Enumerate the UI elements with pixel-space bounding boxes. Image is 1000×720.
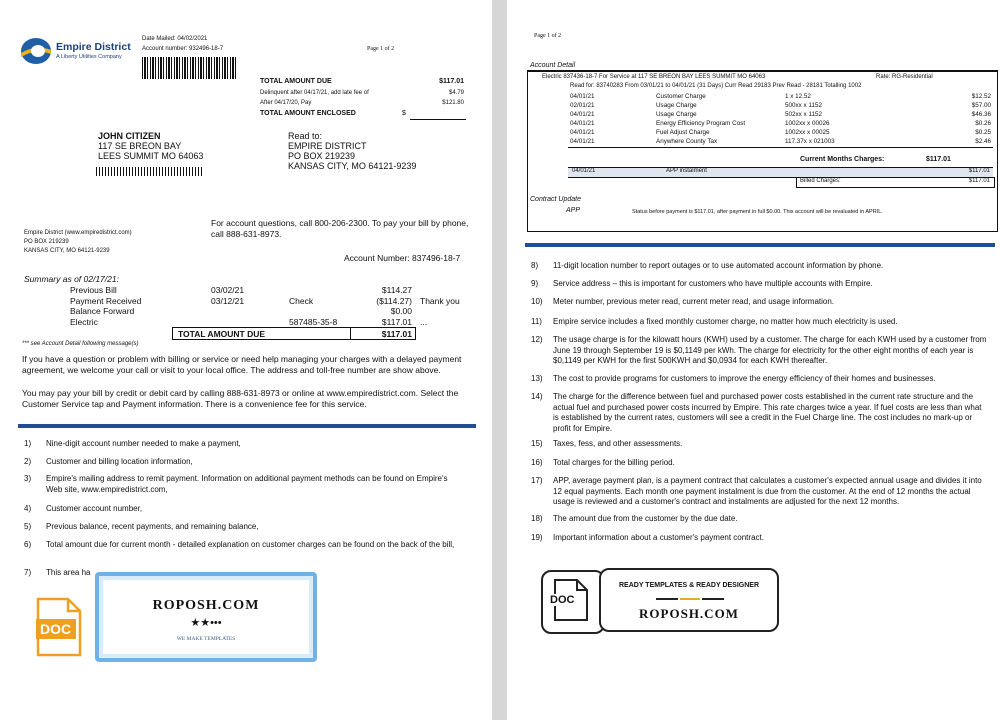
item-text: Taxes, fess, and other assessments. bbox=[553, 439, 683, 448]
after-date-label: After 04/17/20, Pay bbox=[260, 100, 312, 106]
charges-top-line bbox=[568, 147, 993, 148]
doc-file-icon bbox=[541, 570, 605, 634]
detail-header-line bbox=[528, 71, 997, 72]
item-number: 14) bbox=[531, 392, 543, 401]
app-row-amount: $117.01 bbox=[968, 168, 990, 174]
account-detail-title: Account Detail bbox=[530, 62, 576, 69]
summary-label: Payment Received bbox=[70, 296, 142, 306]
summary-label: Electric bbox=[70, 317, 98, 327]
item-number: 19) bbox=[531, 533, 543, 542]
row-desc: Fuel Adjust Charge bbox=[656, 129, 710, 136]
item-number: 16) bbox=[531, 458, 543, 467]
section-divider bbox=[525, 243, 995, 247]
doc-file-icon bbox=[36, 597, 82, 657]
total-row-value: $117.01 bbox=[381, 329, 412, 339]
page-label: Page 1 of 2 bbox=[534, 33, 562, 39]
explanation-item bbox=[531, 279, 991, 290]
customer-name: JOHN CITIZEN bbox=[98, 131, 161, 141]
customer-address-2: LEES SUMMIT MO 64063 bbox=[98, 151, 204, 161]
row-desc: Customer Charge bbox=[656, 93, 706, 100]
total-row-divider bbox=[350, 327, 351, 340]
questions-line-2: call 888-631-8973. bbox=[211, 229, 282, 239]
billed-label: Billed Charges: bbox=[800, 178, 841, 184]
page-label: Page 1 of 2 bbox=[367, 46, 395, 52]
row-date: 04/01/21 bbox=[570, 93, 595, 100]
customer-address-1: 117 SE BREON BAY bbox=[98, 141, 182, 151]
enclosed-amount-field[interactable]: $ bbox=[402, 110, 406, 117]
item-number: 4) bbox=[24, 504, 32, 513]
see-detail-note: *** see Account Detail following message(s) bbox=[22, 341, 139, 347]
row-qty: 1002xx x 00025 bbox=[785, 129, 830, 136]
row-date: 04/01/21 bbox=[570, 120, 595, 127]
bill-page-back bbox=[507, 0, 1000, 720]
watermark-divider-accent bbox=[680, 598, 700, 600]
summary-label: Previous Bill bbox=[70, 285, 117, 295]
summary-note: Thank you bbox=[420, 296, 460, 306]
item-text: Total charges for the billing period. bbox=[553, 458, 675, 467]
row-desc: Anywhere County Tax bbox=[656, 138, 718, 145]
item-number: 1) bbox=[24, 439, 32, 448]
service-line bbox=[542, 74, 765, 80]
table-row bbox=[568, 110, 993, 119]
payment-paragraph: You may pay your bill by credit or debit card by calling 888-631-8973 or online at www.empiredistrict.com. Select the Customer Service tap and Payment information. There is a convenience fee for this service. bbox=[22, 388, 459, 409]
summary-amount: $114.27 bbox=[381, 285, 412, 295]
summary-note: ... bbox=[420, 317, 428, 327]
summary-amount: $117.01 bbox=[381, 317, 412, 327]
summary-amount: ($114.27) bbox=[376, 296, 412, 306]
watermark-top-text: READY TEMPLATES & READY DESIGNER bbox=[618, 582, 760, 589]
summary-desc: Check bbox=[289, 296, 314, 306]
service-line-text: Electric 837436-18-7 For Service at 117 SE BREON BAY LEES SUMMIT MO 64063 bbox=[542, 74, 766, 80]
row-date: 02/01/21 bbox=[570, 102, 595, 109]
explanation-item bbox=[24, 522, 464, 533]
rate-label: Rate: RG-Residential bbox=[876, 74, 933, 80]
watermark-brand: ROPOSH.COM bbox=[639, 606, 739, 621]
row-amount: $0.25 bbox=[975, 129, 991, 136]
item-number: 8) bbox=[531, 261, 539, 270]
row-desc: Usage Charge bbox=[656, 111, 697, 118]
row-desc: Energy Efficiency Program Cost bbox=[656, 120, 746, 127]
watermark-brand: ROPOSH.COM bbox=[152, 598, 260, 613]
explanation-item bbox=[531, 533, 991, 544]
row-date: 04/01/21 bbox=[570, 129, 595, 136]
row-amount: $46.36 bbox=[971, 111, 991, 118]
remit-line-2: PO BOX 219239 bbox=[288, 151, 356, 161]
watermark-tagline: WE MAKE TEMPLATES bbox=[176, 636, 236, 642]
contract-text: Status before payment is $117.01, after payment in full $0.00. This account will be revaluated in APRIL. bbox=[632, 209, 883, 215]
enclosed-underline bbox=[410, 119, 466, 120]
item-number: 7) bbox=[24, 568, 32, 577]
item-text: The usage charge is for the kilowatt hours (KWH) used by a customer. The charge for each KWH used by a customer from June 19 through September 19 is $0,1149 per kWh. The charge for electricity for the other eight months of each year is $0,1149 per KWH for the first 500KWH and $0,0934 for each KWH thereafter. bbox=[553, 335, 987, 365]
empire-logo bbox=[20, 36, 140, 66]
explanation-item bbox=[531, 335, 991, 365]
watermark-stars: ★★••• bbox=[190, 617, 222, 629]
date-mailed: Date Mailed: 04/02/2021 bbox=[142, 36, 208, 42]
row-amount: $2.46 bbox=[975, 138, 991, 145]
explanation-item bbox=[531, 374, 991, 385]
row-qty: 117.37x x 021003 bbox=[785, 138, 835, 145]
explanation-item bbox=[531, 458, 991, 469]
late-fee-value: $4.79 bbox=[448, 90, 464, 96]
remit-label: Read to: bbox=[288, 131, 323, 141]
explanation-item bbox=[24, 439, 464, 450]
meter-read-line: Read for: 83740283 From 03/01/21 to 04/01/21 (31 Days) Curr Read 29183 Prev Read - 28181 Totalling 1002 bbox=[570, 83, 862, 89]
item-number: 11) bbox=[531, 317, 542, 326]
explanation-item bbox=[531, 392, 991, 433]
table-row bbox=[568, 119, 993, 128]
company-address-1: Empire District (www.empiredistrict.com) bbox=[24, 230, 132, 236]
summary-amount: $0.00 bbox=[390, 306, 412, 316]
summary-label: Balance Forward bbox=[70, 306, 135, 316]
item-number: 5) bbox=[24, 522, 32, 531]
app-row-desc: APP instalment bbox=[666, 168, 707, 174]
item-number: 18) bbox=[531, 514, 543, 523]
company-address-2: PO BOX 219239 bbox=[24, 239, 69, 245]
item-text: The cost to provide programs for customers to improve the energy efficiency of their homes and businesses. bbox=[553, 374, 936, 383]
remit-line-1: EMPIRE DISTRICT bbox=[288, 141, 367, 151]
item-text: Meter number, previous meter read, current meter read, and usage information. bbox=[553, 297, 835, 306]
watermark-divider bbox=[656, 598, 678, 600]
item-number: 3) bbox=[24, 474, 32, 483]
item-text: This area ha bbox=[46, 568, 91, 577]
item-number: 12) bbox=[531, 335, 543, 344]
remit-line-3: KANSAS CITY, MO 64121-9239 bbox=[288, 161, 417, 171]
explanation-item bbox=[24, 504, 464, 515]
row-date: 04/01/21 bbox=[570, 138, 595, 145]
item-text: Total amount due for current month - detailed explanation on customer charges can be found on the back of the bill, bbox=[46, 540, 455, 549]
summary-desc: 587485-35-8 bbox=[289, 317, 338, 327]
row-qty: 1 x 12.52 bbox=[785, 93, 811, 100]
row-amount: $0.26 bbox=[975, 120, 991, 127]
delinquent-label: Delinquent after 04/17/21, add late fee of bbox=[260, 90, 369, 96]
section-divider bbox=[18, 424, 476, 428]
item-text: Customer and billing location information, bbox=[46, 457, 193, 466]
summary-title: Summary as of 02/17/21: bbox=[24, 274, 119, 284]
explanation-item bbox=[531, 297, 991, 308]
table-row bbox=[568, 137, 993, 146]
doc-label: DOC bbox=[40, 621, 72, 637]
item-text: Empire's mailing address to remit payment. Information on additional payment methods can be found on Empire's Web site, www.empiredistrict.com, bbox=[46, 474, 448, 494]
item-text: APP, average payment plan, is a payment contract that calculates a customer's expected annual usage and divides it into 12 equal payments. Each month one payment instalment is due from the customer. At the end of 12 months the actual usage is reviewed and a customer's contract and instalments are adjusted for the next 12 months. bbox=[553, 476, 982, 506]
bill-page-front bbox=[0, 0, 492, 720]
doc-label: DOC bbox=[550, 594, 575, 606]
contract-sub: APP bbox=[566, 207, 581, 214]
item-number: 10) bbox=[531, 297, 543, 306]
item-text: Important information about a customer's payment contract. bbox=[553, 533, 764, 542]
account-number-small: Account number: 932496-18-7 bbox=[142, 46, 224, 52]
after-date-value: $121.80 bbox=[442, 100, 464, 106]
logo-name: Empire District bbox=[56, 41, 131, 53]
explanation-item bbox=[531, 439, 991, 450]
summary-date: 03/02/21 bbox=[211, 285, 245, 295]
explanation-item bbox=[531, 317, 991, 328]
table-row bbox=[568, 101, 993, 110]
help-paragraph: If you have a question or problem with billing or service or need help managing your charges with a delayed payment agreement, we welcome your call or visit to your local office. The address and toll-free number are show above. bbox=[22, 354, 462, 375]
item-text: Service address – this is important for customers who have multiple accounts with Empire. bbox=[553, 279, 873, 288]
row-qty: 502xx x 1152 bbox=[785, 111, 822, 118]
contract-title: Contract Update bbox=[530, 196, 581, 203]
globe-icon bbox=[20, 36, 54, 66]
current-charges-label: Current Months Charges: bbox=[800, 156, 885, 163]
postal-barcode bbox=[96, 167, 202, 176]
row-qty: 1002xx x 00026 bbox=[785, 120, 830, 127]
table-row bbox=[568, 128, 993, 137]
roposh-watermark bbox=[95, 572, 317, 662]
row-amount: $12.52 bbox=[971, 93, 991, 100]
item-number: 9) bbox=[531, 279, 539, 288]
total-due-value: $117.01 bbox=[439, 78, 464, 85]
company-address-3: KANSAS CITY, MO 64121-9239 bbox=[24, 248, 110, 254]
item-number: 17) bbox=[531, 476, 543, 485]
questions-line-1: For account questions, call 800-206-2300. To pay your bill by phone, bbox=[211, 218, 469, 228]
total-due-label: TOTAL AMOUNT DUE bbox=[260, 78, 332, 85]
summary-date: 03/12/21 bbox=[211, 296, 245, 306]
row-qty: 500xx x 1152 bbox=[785, 102, 822, 109]
item-text: Previous balance, recent payments, and remaining balance, bbox=[46, 522, 259, 531]
logo-tagline: A Liberty Utilities Company bbox=[56, 54, 122, 60]
explanation-item bbox=[531, 261, 991, 272]
item-text: Nine-digit account number needed to make a payment, bbox=[46, 439, 241, 448]
explanation-item bbox=[24, 457, 464, 468]
explanation-item bbox=[24, 540, 464, 551]
account-detail-box bbox=[527, 70, 998, 232]
current-charges-value: $117.01 bbox=[926, 156, 951, 163]
item-text: Customer account number, bbox=[46, 504, 143, 513]
item-number: 15) bbox=[531, 439, 543, 448]
item-number: 6) bbox=[24, 540, 32, 549]
barcode bbox=[142, 57, 238, 79]
item-number: 2) bbox=[24, 457, 32, 466]
app-row-date: 04/01/21 bbox=[572, 168, 596, 174]
item-text: Empire service includes a fixed monthly customer charge, no matter how much electricity is used. bbox=[553, 317, 898, 326]
watermark-divider bbox=[702, 598, 724, 600]
table-row bbox=[568, 92, 993, 101]
item-text: The amount due from the customer by the due date. bbox=[553, 514, 738, 523]
billed-value: $117.01 bbox=[968, 178, 990, 184]
item-text: The charge for the difference between fuel and purchased power costs established in the current rate structure and the actual fuel and purchased power costs incurred by Empire. This rate charges twice a year. If fuel costs are less than what is established by the current rates, customers will see a credit in the Fuel Charge line. The cost includes no mark-up or profit for Empire. bbox=[553, 392, 982, 433]
detail-table bbox=[568, 92, 993, 146]
row-amount: $57.00 bbox=[971, 102, 991, 109]
roposh-watermark bbox=[599, 568, 779, 632]
explanation-item bbox=[531, 514, 991, 525]
explanation-item bbox=[531, 476, 991, 506]
row-date: 04/01/21 bbox=[570, 111, 595, 118]
total-enclosed-label: TOTAL AMOUNT ENCLOSED bbox=[260, 110, 356, 117]
row-desc: Usage Charge bbox=[656, 102, 697, 109]
total-row-label: TOTAL AMOUNT DUE bbox=[178, 329, 266, 339]
item-number: 13) bbox=[531, 374, 543, 383]
item-text: 11-digit location number to report outages or to use automated account information by phone. bbox=[553, 261, 884, 270]
account-number-big: Account Number: 837496-18-7 bbox=[344, 253, 461, 263]
explanation-item bbox=[24, 474, 464, 494]
